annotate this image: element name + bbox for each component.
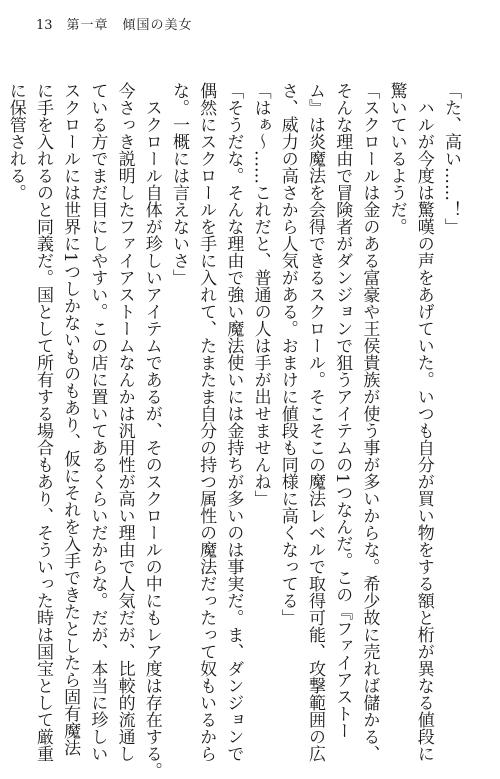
- text-line: 「はぁ～……これだと、普通の人は手が出せませんね」: [250, 82, 271, 507]
- text-line: ている方でまだ目にしやすい。この店に置いてあるくらいだからな。だが、本当に珍しい: [87, 82, 108, 762]
- text-line: 「た、高い……！」: [441, 82, 461, 235]
- text-line: ム』は炎魔法を会得できるスクロール。そこそこの魔法レベルで取得可能、攻撃範囲の広: [304, 82, 325, 762]
- text-line: 「そうだな。そんな理由で強い魔法使いには金持ちが多いのは事実だ。ま、ダンジョンで: [223, 82, 244, 762]
- running-header: [36, 14, 193, 34]
- text-line: 「スクロールは金のある富豪や王侯貴族が使う事が多いからな。希少故に売れば儲かる、: [359, 82, 380, 762]
- text-line: 今さっき説明したファイアストームなんかは汎用性が高い理由で人気だが、比較的流通し: [114, 82, 135, 762]
- text-line: スクロールには世界に1つしかないものもあり、仮にそれを入手できたとしたら固有魔法: [60, 82, 81, 756]
- text-line: な。一概には言えないさ」: [168, 82, 189, 286]
- text-line: 驚いているようだ。: [386, 82, 407, 235]
- body-text: [2, 82, 464, 779]
- page-number: 13: [36, 18, 53, 33]
- text-line: ハルが今度は驚嘆の声をあげていた。いつも自分が買い物をする額と桁が異なる値段に: [413, 82, 434, 762]
- text-line: さ、威力の高さから人気がある。おまけに値段も同様に高くなってる」: [277, 82, 298, 626]
- text-line: 偶然にスクロールを手に入れて、たまたま自分の持つ属性の魔法だったって奴もいるから: [196, 82, 217, 762]
- chapter-title: 第一章 傾国の美女: [66, 18, 193, 33]
- text-line: に保管される。: [5, 82, 26, 201]
- text-line: に手を入れるのと同義だ。国として所有する場合もあり、そういった時は国宝として厳重: [32, 82, 53, 762]
- text-line: そんな理由で冒険者がダンジョンで狙うアイテムの1つなんだ。この『ファイアストー: [332, 82, 353, 739]
- text-line: スクロール自体が珍しいアイテムであるが、そのスクロールの中にもレア度は存在する。: [141, 82, 162, 779]
